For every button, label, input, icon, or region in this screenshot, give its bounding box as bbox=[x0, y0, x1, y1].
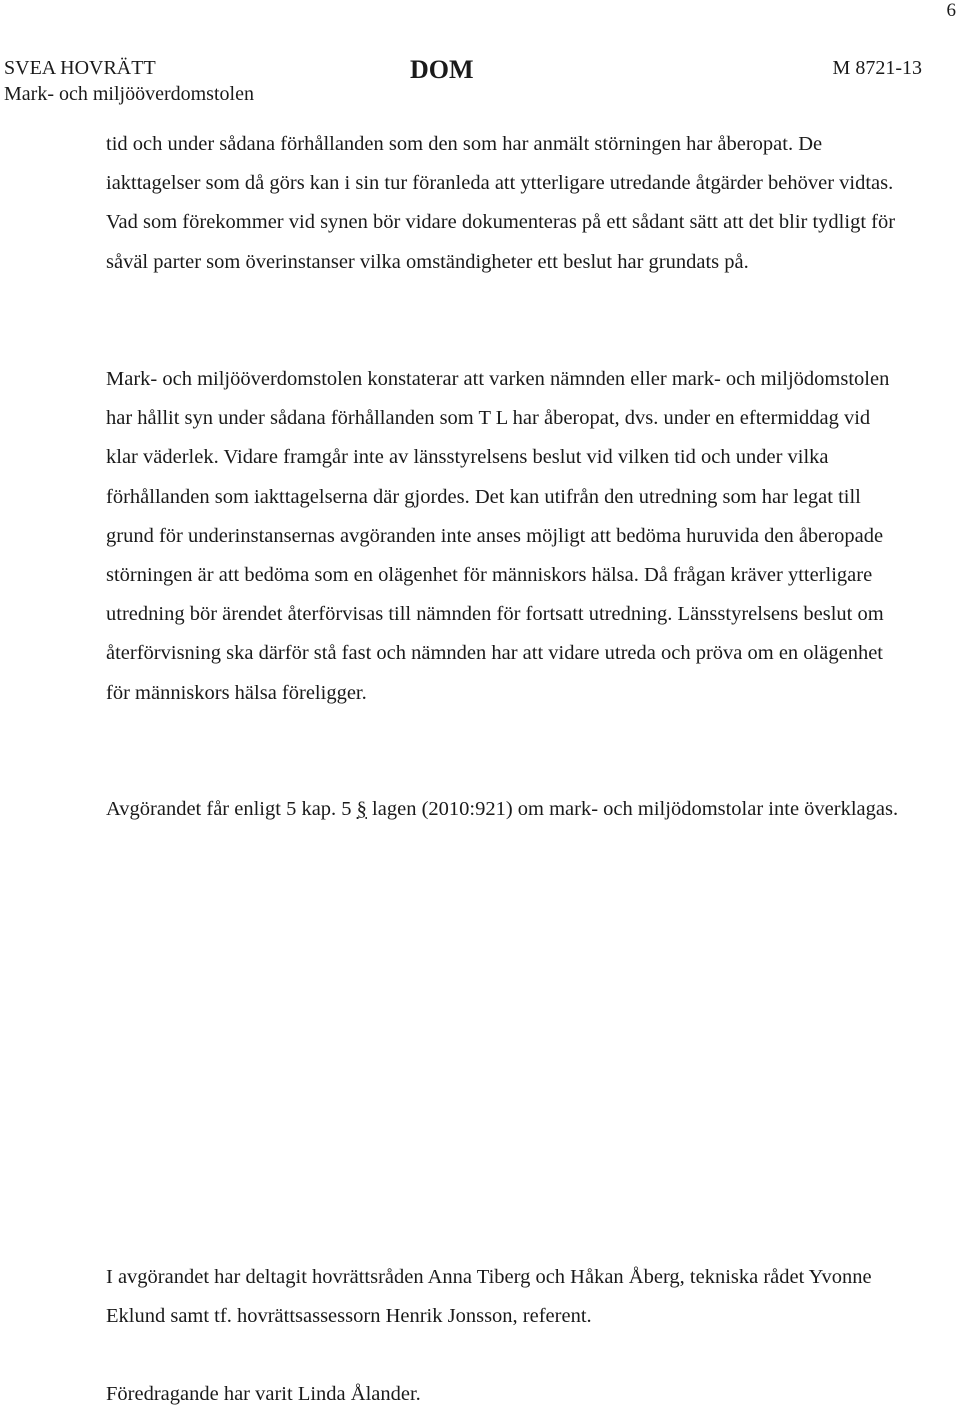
section-sign: § bbox=[356, 798, 367, 820]
court-name: SVEA HOVRÄTT bbox=[4, 57, 156, 79]
appeal-notice-text-end: lagen (2010:921) om mark- och miljödomstolar inte överklagas. bbox=[366, 798, 899, 820]
paragraph-participants: I avgörandet har deltagit hovrättsråden Anna Tiberg och Håkan Åberg, tekniska rådet Yvonne Eklund samt tf. hovrättsassessorn Henrik Jonsson, referent. bbox=[106, 1266, 872, 1328]
paragraph-court-assessment: Mark- och miljööverdomstolen konstaterar att varken nämnden eller mark- och miljödomstolen har hållit syn under sådana förhållanden som T L har åberopat, dvs. under en eftermiddag vid klar väderlek. Vidare framgår inte av länsstyrelsens beslut vid vilken tid och under vilka förhållanden som iakttagelserna där gjordes. Det kan utifrån den utredning som har legat till grund för underinstansernas avgöranden inte anses möjligt att bedöma huruvida den åberopade störningen är att bedöma som en olägenhet för människors hälsa. Då frågan kräver ytterligare utredning bör ärendet återförvisas till nämnden för fortsatt utredning. Länsstyrelsens beslut om återförvisning ska därför stå fast och nämnden har att vidare utreda och pröva om en olägenhet för människors hälsa föreligger. bbox=[106, 368, 890, 704]
document-type: DOM bbox=[410, 55, 474, 84]
page-number: 6 bbox=[946, 0, 956, 21]
paragraph-appeal-notice bbox=[106, 790, 906, 829]
appeal-notice-text-start: Avgörandet får enligt 5 kap. 5 bbox=[106, 798, 357, 820]
court-division: Mark- och miljööverdomstolen bbox=[4, 83, 254, 105]
paragraph-rapporteur: Föredragande har varit Linda Ålander. bbox=[106, 1383, 421, 1405]
header-court-block bbox=[4, 55, 254, 107]
case-number: M 8721-13 bbox=[832, 57, 922, 79]
paragraph-inspection-procedure: tid och under sådana förhållanden som den som har anmält störningen har åberopat. De iakttagelser som då görs kan i sin tur föranleda att ytterligare utredande åtgärder behöver vidtas. Vad som förekommer vid synen bör vidare dokumenteras på ett sådant sätt att det blir tydligt för såväl parter som överinstanser vilka omständigheter ett beslut har grundats på. bbox=[106, 133, 896, 273]
